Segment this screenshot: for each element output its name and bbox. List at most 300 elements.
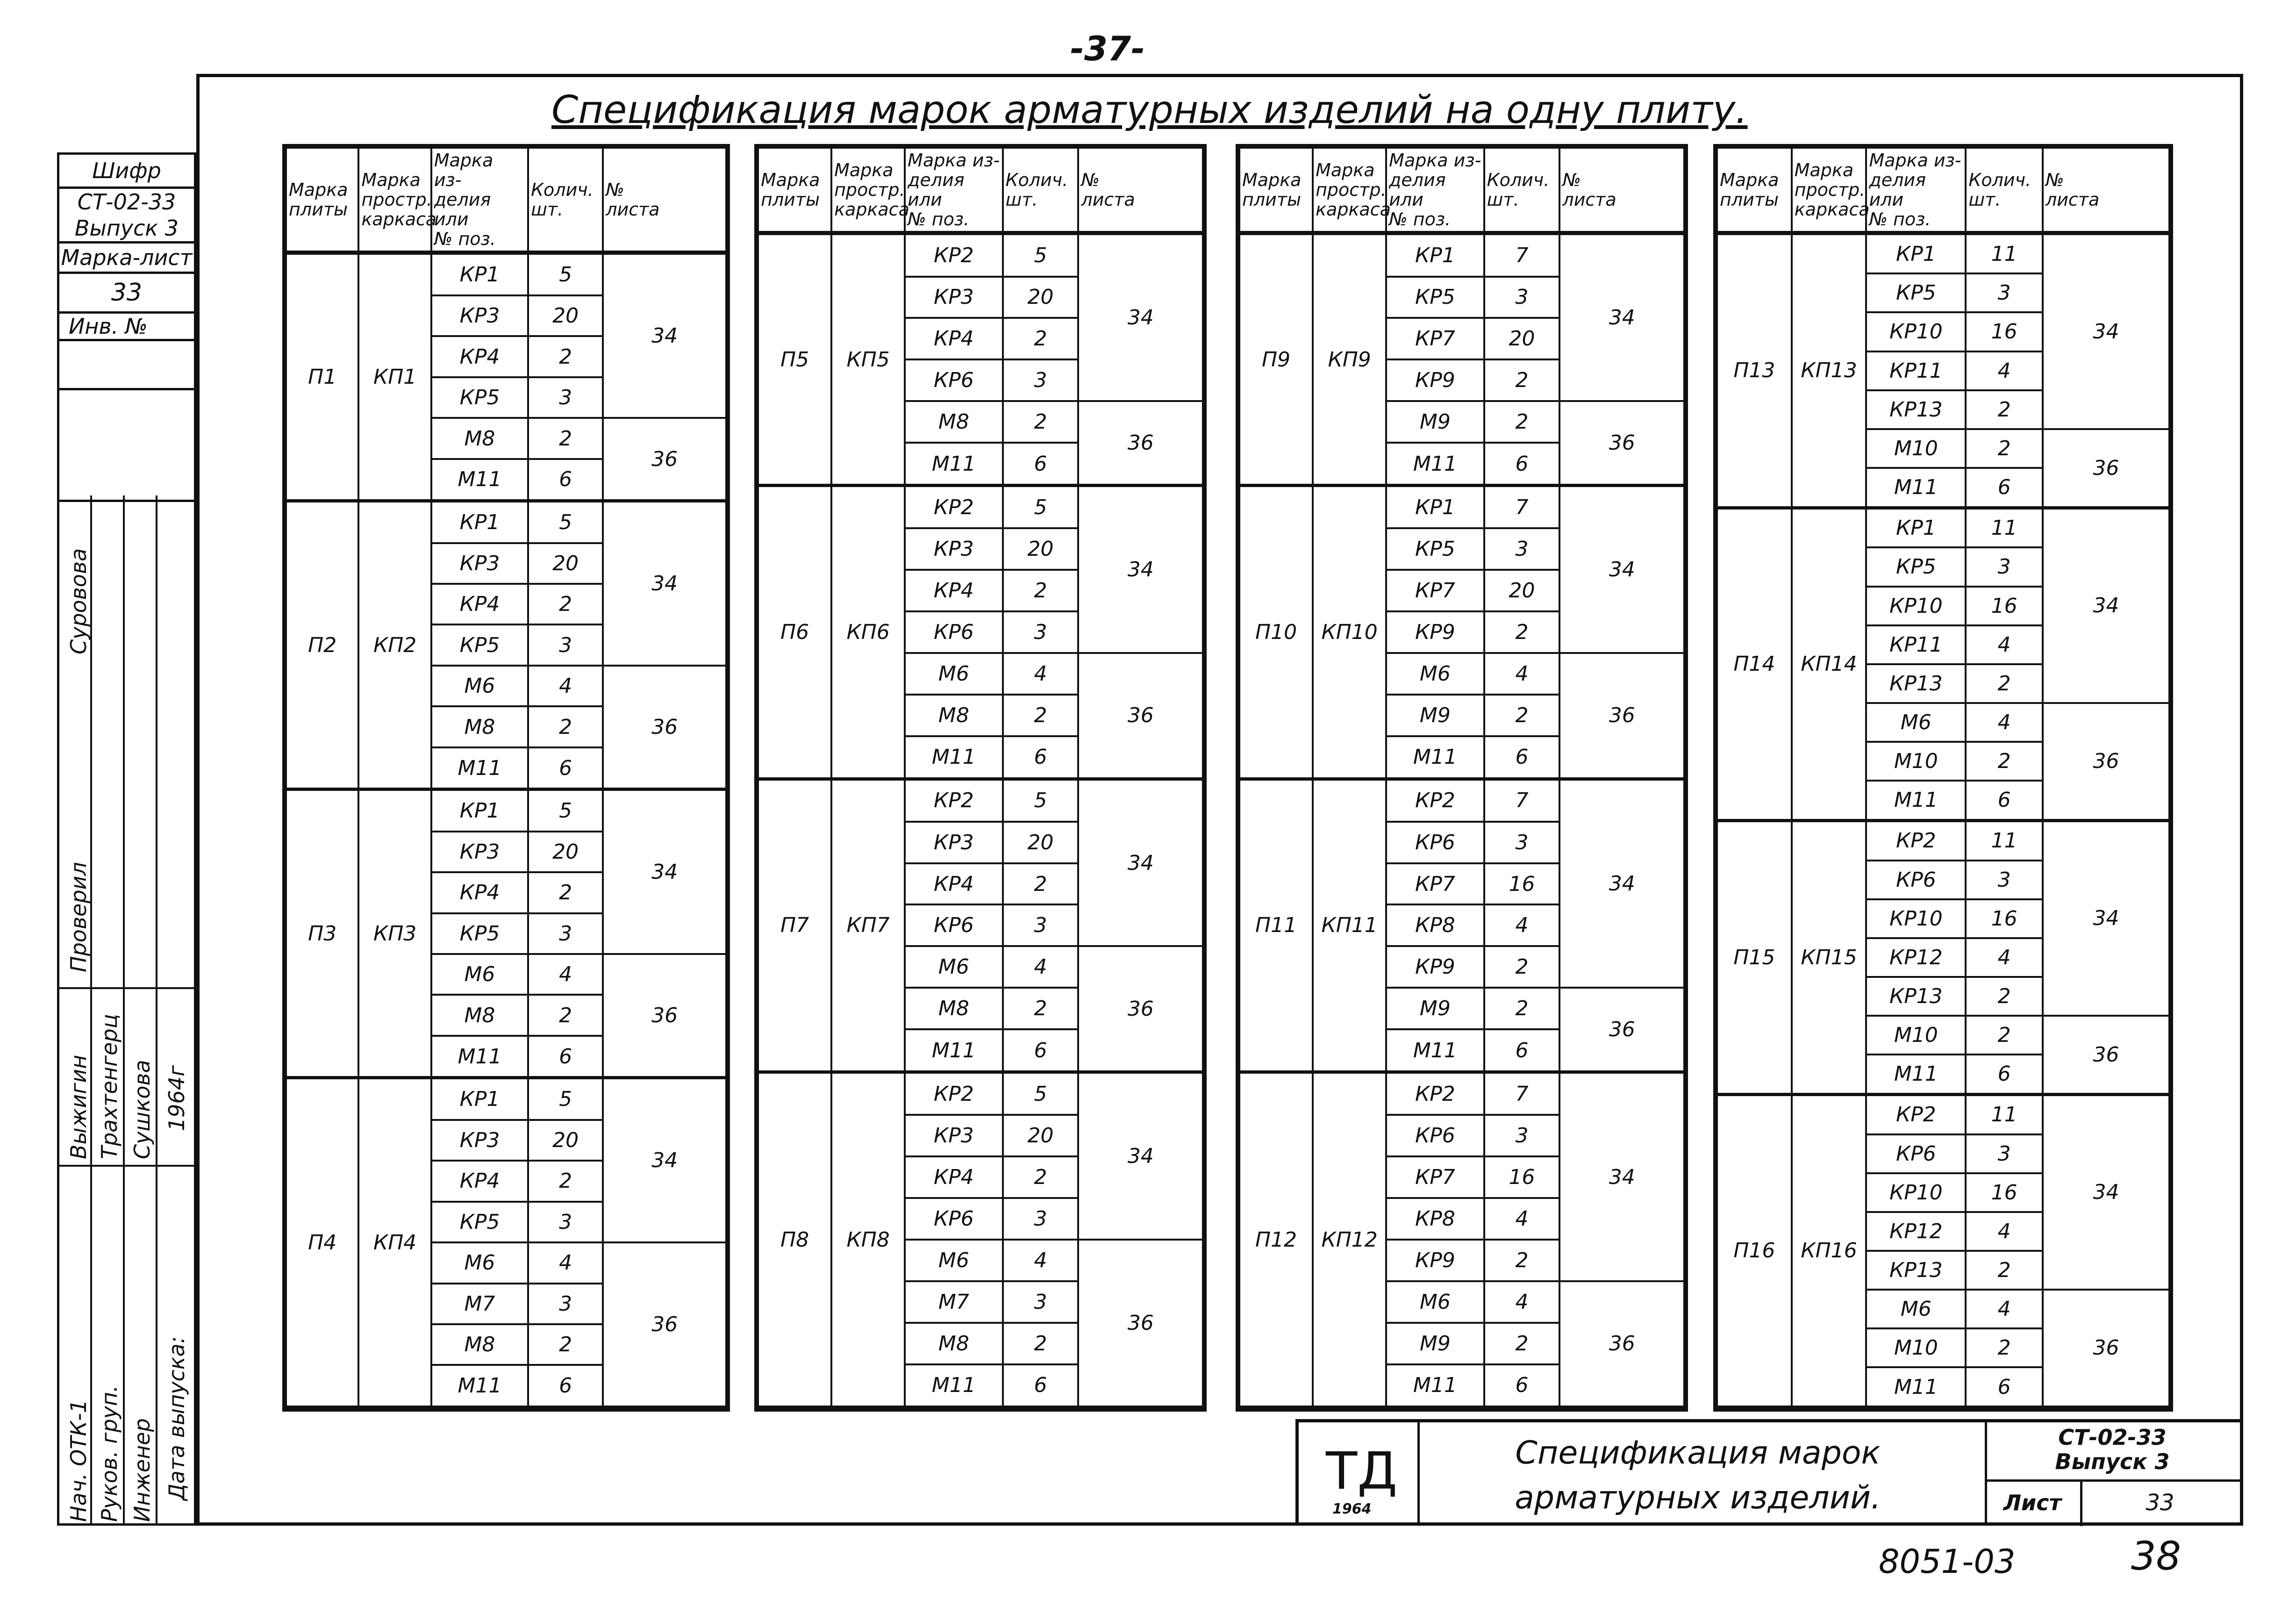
item-mark: КР6: [905, 904, 1002, 946]
sheet-number: 34: [1078, 486, 1203, 653]
item-mark: КР5: [431, 1202, 528, 1242]
sheet-number: 34: [1078, 779, 1203, 946]
item-quantity: 4: [1484, 1281, 1560, 1323]
spec-table-1: [282, 144, 730, 1412]
header-plate-mark-line: Марка: [1242, 170, 1302, 190]
header-item-mark: [1866, 148, 1966, 233]
frame-mark: КП7: [831, 779, 905, 1072]
item-quantity: 2: [528, 336, 603, 377]
sheet-value: 33: [2146, 1490, 2174, 1516]
table-row: [286, 1078, 726, 1120]
item-mark: КР13: [1866, 977, 1966, 1016]
item-quantity: 3: [1484, 1115, 1560, 1156]
item-mark: КР2: [1866, 820, 1966, 860]
table-row: [1239, 779, 1684, 821]
header-row: [286, 148, 726, 253]
frame-mark: КП6: [831, 486, 905, 779]
issue-label: Выпуск 3: [59, 215, 194, 244]
sheet-number: 36: [1559, 653, 1684, 779]
item-mark: М6: [431, 1242, 528, 1283]
frame-mark: КП5: [831, 233, 905, 486]
item-quantity: 2: [1484, 988, 1560, 1029]
item-quantity: 2: [528, 584, 603, 624]
item-mark: КР12: [1866, 1212, 1966, 1251]
item-quantity: 6: [1003, 736, 1079, 779]
item-quantity: 6: [1484, 736, 1560, 779]
sheet-number: 36: [2043, 703, 2169, 821]
item-quantity: 4: [1003, 653, 1079, 695]
header-frame-mark-line: каркаса: [834, 199, 909, 220]
header-quantity: [1966, 148, 2043, 233]
strip-divider: [123, 495, 125, 1523]
spec-table-4: [1713, 144, 2173, 1412]
table-row: [286, 253, 726, 295]
item-quantity: 16: [1484, 863, 1560, 905]
mark-sheet-value: 33: [59, 274, 194, 314]
header-item-mark-line: делия или: [1389, 170, 1446, 210]
item-mark: КР5: [431, 913, 528, 954]
item-quantity: 2: [1966, 664, 2043, 703]
table-row: [1717, 1094, 2169, 1134]
sheet-number: 36: [1078, 1240, 1203, 1407]
table-row: [1717, 233, 2169, 274]
item-quantity: 2: [1484, 695, 1560, 736]
item-mark: М8: [905, 988, 1002, 1029]
logo-cell: [1299, 1422, 1420, 1522]
table-row: [286, 501, 726, 543]
sheet-number: 36: [1078, 653, 1203, 779]
inv-label: Инв. №: [59, 314, 194, 341]
plate-mark: П6: [758, 486, 831, 779]
frame-mark: КП8: [831, 1072, 905, 1407]
blank-row: [59, 341, 194, 390]
header-quantity: [1484, 148, 1560, 233]
plate-mark: П4: [286, 1078, 358, 1407]
item-quantity: 20: [1003, 528, 1079, 570]
header-item-mark-line: делия или: [1869, 170, 1926, 210]
item-mark: КР2: [905, 486, 1002, 528]
logo: ТД: [1326, 1441, 1398, 1501]
item-quantity: 4: [1484, 1198, 1560, 1240]
item-mark: КР2: [905, 779, 1002, 821]
item-mark: М10: [1866, 742, 1966, 781]
item-quantity: 6: [1003, 443, 1079, 485]
header-quantity-line: шт.: [531, 199, 564, 220]
sheet-number: 34: [2043, 820, 2169, 1016]
item-quantity: 2: [1484, 359, 1560, 401]
item-quantity: 3: [1003, 1281, 1079, 1323]
item-quantity: 2: [1003, 1156, 1079, 1198]
header-frame-mark-line: простр.: [1794, 179, 1866, 200]
frame-mark: КП2: [358, 501, 431, 789]
checked-label: Проверил: [66, 862, 91, 972]
spec-header: [286, 148, 726, 253]
header-plate-mark: [1239, 148, 1313, 233]
item-mark: КР7: [1386, 570, 1484, 611]
header-frame-mark-line: Марка: [361, 170, 421, 190]
header-plate-mark: [758, 148, 831, 233]
sheet-number: 36: [603, 666, 726, 789]
table-row: [1239, 1072, 1684, 1115]
header-item-mark-line: Марка из-: [434, 150, 494, 190]
item-quantity: 20: [1003, 277, 1079, 318]
item-quantity: 2: [1966, 390, 2043, 429]
item-quantity: 2: [528, 1324, 603, 1365]
plate-mark: П1: [286, 253, 358, 501]
item-quantity: 4: [1966, 938, 2043, 977]
drawing-name-cell: [1417, 1422, 1987, 1522]
header-sheet-number: [1078, 148, 1203, 233]
item-quantity: 5: [1003, 779, 1079, 821]
item-quantity: 4: [528, 1242, 603, 1283]
header-plate-mark-line: плиты: [289, 199, 348, 220]
header-plate-mark-line: плиты: [1242, 189, 1301, 210]
cipher-label: Шифр: [59, 155, 194, 189]
header-frame-mark: [1792, 148, 1870, 233]
name-group-lead: Трахтенгерц: [97, 1014, 122, 1159]
header-sheet-number-line: листа: [606, 199, 660, 220]
item-mark: М11: [431, 747, 528, 789]
header-sheet-number-line: листа: [1562, 189, 1616, 210]
frame-mark: КП3: [358, 789, 431, 1078]
header-frame-mark: [358, 148, 437, 253]
item-quantity: 3: [1003, 359, 1079, 401]
spec-header: [758, 148, 1203, 233]
drawing-name: Спецификация марок арматурных изделий.: [1515, 1435, 1881, 1516]
spec-header: [1717, 148, 2169, 233]
item-quantity: 16: [1966, 1173, 2043, 1212]
spec-body: [758, 233, 1203, 1407]
item-mark: КР13: [1866, 390, 1966, 429]
page-number: -37-: [1070, 29, 1145, 68]
code-cell: [1985, 1422, 2240, 1522]
header-frame-mark-line: каркаса: [1316, 199, 1391, 220]
item-quantity: 6: [1966, 1055, 2043, 1094]
item-mark: М6: [905, 653, 1002, 695]
item-quantity: 4: [1484, 653, 1560, 695]
header-sheet-number-line: №: [1081, 170, 1100, 190]
item-quantity: 6: [1484, 443, 1560, 485]
drawing-issue: Выпуск 3: [2055, 1449, 2170, 1474]
item-mark: М11: [1866, 1055, 1966, 1094]
header-item-mark-line: Марка из-: [908, 150, 1000, 171]
item-quantity: 3: [528, 1284, 603, 1324]
plate-mark: П16: [1717, 1094, 1792, 1407]
header-frame-mark-line: Марка: [1794, 160, 1854, 180]
name-head: Выжигин: [66, 1055, 91, 1159]
item-mark: КР1: [431, 1078, 528, 1120]
sheet-number: 34: [603, 501, 726, 666]
header-plate-mark-line: Марка: [289, 179, 348, 200]
item-mark: КР7: [1386, 1156, 1484, 1198]
item-mark: КР13: [1866, 664, 1966, 703]
item-quantity: 4: [528, 954, 603, 995]
item-quantity: 6: [1003, 1364, 1079, 1407]
item-mark: КР7: [1386, 318, 1484, 359]
item-quantity: 3: [528, 624, 603, 665]
plate-mark: П14: [1717, 508, 1792, 820]
item-quantity: 6: [528, 459, 603, 501]
item-quantity: 3: [1966, 861, 2043, 899]
sheet-number: 34: [2043, 1094, 2169, 1290]
item-quantity: 2: [528, 706, 603, 747]
item-quantity: 2: [1003, 695, 1079, 736]
item-mark: КР6: [1866, 1134, 1966, 1173]
spec-body: [1239, 233, 1684, 1407]
item-mark: КР6: [1386, 1115, 1484, 1156]
table-row: [1717, 820, 2169, 860]
item-quantity: 2: [1966, 742, 2043, 781]
spec-grid: [1238, 147, 1685, 1409]
logo-year: 1964: [1332, 1501, 1372, 1517]
spec-grid: [285, 147, 727, 1409]
frame-mark: КП13: [1792, 233, 1867, 508]
plate-mark: П13: [1717, 233, 1792, 508]
header-item-mark: [1386, 148, 1484, 233]
item-quantity: 4: [1966, 625, 2043, 664]
item-mark: КР11: [1866, 625, 1966, 664]
item-mark: КР4: [905, 1156, 1002, 1198]
frame-mark: КП1: [358, 253, 431, 501]
item-quantity: 2: [1966, 977, 2043, 1016]
item-mark: КР5: [1866, 547, 1966, 586]
table-row: [758, 233, 1203, 277]
sheet-number: 34: [603, 253, 726, 418]
header-row: [758, 148, 1203, 233]
item-quantity: 11: [1966, 233, 2043, 274]
item-quantity: 2: [1003, 863, 1079, 905]
plate-mark: П2: [286, 501, 358, 789]
item-mark: КР10: [1866, 1173, 1966, 1212]
spec-grid: [757, 147, 1204, 1409]
item-mark: М6: [905, 1240, 1002, 1281]
item-quantity: 2: [528, 872, 603, 913]
page-title: Спецификация марок арматурных изделий на одну плиту.: [551, 88, 1748, 132]
header-sheet-number: [2043, 148, 2169, 233]
plate-mark: П3: [286, 789, 358, 1078]
frame-mark: КП4: [358, 1078, 431, 1407]
blank-row: [59, 390, 194, 500]
header-plate-mark-line: плиты: [1720, 189, 1779, 210]
item-mark: М7: [905, 1281, 1002, 1323]
sheet-number: 36: [2043, 1016, 2169, 1094]
spec-grid: [1716, 147, 2170, 1409]
item-mark: М6: [1866, 1290, 1966, 1328]
table-row: [286, 789, 726, 832]
table-row: [1239, 486, 1684, 528]
item-quantity: 3: [1966, 273, 2043, 312]
frame-mark: КП11: [1313, 779, 1386, 1072]
item-quantity: 2: [1003, 988, 1079, 1029]
header-item-mark-line: № поз.: [908, 209, 970, 230]
header-sheet-number-line: листа: [2045, 189, 2100, 210]
header-frame-mark-line: Марка: [834, 160, 894, 180]
mark-sheet-label: Марка-лист: [59, 244, 194, 274]
item-quantity: 7: [1484, 233, 1560, 277]
header-frame-mark-line: простр.: [361, 189, 432, 210]
item-quantity: 11: [1966, 820, 2043, 860]
item-quantity: 5: [528, 501, 603, 543]
spec-table-3: [1236, 144, 1688, 1412]
plate-mark: П5: [758, 233, 831, 486]
header-frame-mark: [831, 148, 909, 233]
header-plate-mark-line: Марка: [1720, 170, 1779, 190]
item-mark: КР3: [431, 295, 528, 336]
item-quantity: 4: [1003, 946, 1079, 988]
sheet-number: 36: [1559, 401, 1684, 485]
header-quantity-line: Колич.: [1968, 170, 2031, 190]
header-frame-mark-line: простр.: [1316, 179, 1387, 200]
cipher-stamp: [57, 152, 196, 502]
plate-mark: П15: [1717, 820, 1792, 1094]
plate-mark: П10: [1239, 486, 1313, 779]
item-mark: КР1: [1386, 486, 1484, 528]
sheet-number: 36: [603, 954, 726, 1078]
item-quantity: 3: [528, 377, 603, 418]
item-mark: М11: [1866, 1367, 1966, 1407]
item-mark: М10: [1866, 429, 1966, 468]
item-quantity: 6: [1003, 1029, 1079, 1072]
item-mark: КР1: [431, 501, 528, 543]
item-mark: КР1: [1866, 233, 1966, 274]
item-quantity: 2: [1003, 570, 1079, 611]
item-quantity: 20: [1484, 318, 1560, 359]
item-quantity: 5: [528, 1078, 603, 1120]
sheet-number: 36: [2043, 1290, 2169, 1407]
header-item-mark: [905, 148, 1002, 233]
archive-code: 8051-03: [1879, 1542, 2016, 1581]
item-mark: КР6: [905, 611, 1002, 653]
header-frame-mark-line: простр.: [834, 179, 905, 200]
item-mark: КР4: [431, 872, 528, 913]
item-mark: М8: [905, 401, 1002, 443]
item-quantity: 3: [1484, 528, 1560, 570]
item-quantity: 3: [1003, 611, 1079, 653]
item-mark: КР1: [431, 253, 528, 295]
header-frame-mark-line: Марка: [1316, 160, 1375, 180]
item-mark: КР10: [1866, 899, 1966, 938]
item-mark: КР2: [905, 233, 1002, 277]
header-item-mark-line: № поз.: [1869, 209, 1931, 230]
item-quantity: 3: [1484, 277, 1560, 318]
item-mark: М9: [1386, 401, 1484, 443]
item-quantity: 2: [1966, 1328, 2043, 1367]
cipher-value: СТ-02-33: [77, 189, 176, 215]
item-mark: КР5: [1866, 273, 1966, 312]
drawing-code: СТ-02-33: [2058, 1425, 2167, 1450]
frame-mark: КП10: [1313, 486, 1386, 779]
item-mark: КР13: [1866, 1251, 1966, 1290]
item-quantity: 5: [528, 253, 603, 295]
header-row: [1717, 148, 2169, 233]
header-quantity-line: шт.: [1005, 189, 1038, 210]
item-mark: М11: [1386, 1029, 1484, 1072]
sheet-number: 36: [1078, 401, 1203, 485]
item-quantity: 7: [1484, 486, 1560, 528]
spec-table-2: [754, 144, 1207, 1412]
frame-mark: КП15: [1792, 820, 1867, 1094]
item-mark: КР6: [905, 1198, 1002, 1240]
header-quantity-line: Колич.: [1487, 170, 1550, 190]
plate-mark: П8: [758, 1072, 831, 1407]
header-item-mark-line: № поз.: [1389, 209, 1451, 230]
item-quantity: 16: [1484, 1156, 1560, 1198]
item-mark: М8: [905, 1323, 1002, 1364]
header-sheet-number-line: №: [606, 179, 624, 200]
item-quantity: 16: [1966, 587, 2043, 625]
item-mark: КР3: [905, 528, 1002, 570]
item-quantity: 6: [528, 1365, 603, 1407]
item-quantity: 2: [528, 995, 603, 1035]
header-plate-mark: [1717, 148, 1792, 233]
item-quantity: 16: [1966, 312, 2043, 351]
item-quantity: 2: [1966, 1016, 2043, 1055]
item-quantity: 5: [1003, 486, 1079, 528]
item-quantity: 4: [1003, 1240, 1079, 1281]
item-mark: КР1: [1866, 508, 1966, 547]
item-mark: КР2: [1386, 1072, 1484, 1115]
item-quantity: 3: [1966, 1134, 2043, 1173]
item-quantity: 16: [1966, 899, 2043, 938]
item-quantity: 2: [528, 1161, 603, 1201]
sheet-number: 34: [603, 1078, 726, 1242]
item-mark: КР8: [1386, 904, 1484, 946]
table-row: [758, 1072, 1203, 1115]
item-quantity: 5: [528, 789, 603, 832]
item-mark: М9: [1386, 988, 1484, 1029]
strip-divider: [59, 987, 194, 989]
item-mark: М10: [1866, 1328, 1966, 1367]
item-mark: М11: [1386, 1364, 1484, 1407]
item-mark: КР4: [905, 570, 1002, 611]
item-mark: КР2: [1386, 779, 1484, 821]
item-mark: М11: [905, 1364, 1002, 1407]
header-frame-mark: [1313, 148, 1391, 233]
item-mark: КР9: [1386, 611, 1484, 653]
item-quantity: 3: [1484, 822, 1560, 863]
sheet-label: Лист: [1985, 1479, 2082, 1526]
item-mark: КР3: [431, 832, 528, 872]
item-quantity: 2: [1484, 946, 1560, 988]
item-quantity: 6: [1966, 781, 2043, 820]
sheet-number: 36: [603, 1242, 726, 1407]
sheet-number: 34: [1559, 233, 1684, 402]
item-quantity: 6: [1484, 1029, 1560, 1072]
header-quantity-line: Колич.: [1005, 170, 1068, 190]
item-quantity: 11: [1966, 1094, 2043, 1134]
table-row: [1239, 233, 1684, 277]
header-sheet-number: [603, 148, 726, 253]
item-mark: КР12: [1866, 938, 1966, 977]
item-quantity: 7: [1484, 779, 1560, 821]
header-sheet-number-line: №: [1562, 170, 1581, 190]
table-row: [758, 779, 1203, 821]
item-mark: М11: [905, 1029, 1002, 1072]
frame-mark: КП9: [1313, 233, 1386, 486]
item-mark: М11: [431, 1365, 528, 1407]
item-quantity: 3: [1966, 547, 2043, 586]
frame-mark: КП14: [1792, 508, 1867, 820]
item-quantity: 4: [1966, 1290, 2043, 1328]
item-mark: КР1: [1386, 233, 1484, 277]
item-mark: КР11: [1866, 352, 1966, 390]
item-mark: КР9: [1386, 359, 1484, 401]
item-mark: КР9: [1386, 1240, 1484, 1281]
item-mark: М10: [1866, 1016, 1966, 1055]
item-mark: КР6: [1866, 861, 1966, 899]
header-item-mark: [431, 148, 528, 253]
sheet-number: 34: [2043, 233, 2169, 429]
